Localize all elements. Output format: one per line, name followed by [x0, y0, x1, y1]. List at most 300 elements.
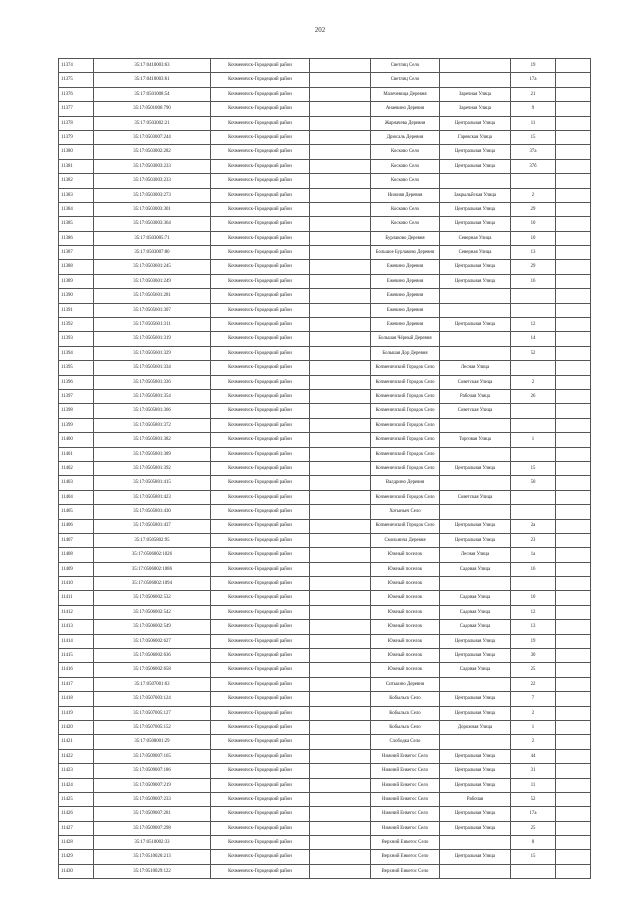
- cadastral-code-cell: 35:17:0505801:423: [94, 490, 211, 504]
- district-cell: Кочменичск-Городецкий район: [211, 735, 310, 749]
- street-cell: Лесная Улица: [440, 361, 511, 375]
- empty-cell: [310, 447, 371, 461]
- house-number-cell: 8: [511, 836, 556, 850]
- empty-cell: [310, 836, 371, 850]
- settlement-cell: Ежевино Деревня: [371, 318, 440, 332]
- empty-cell: [556, 677, 591, 691]
- empty-cell: [556, 375, 591, 389]
- empty-cell: [310, 749, 371, 763]
- district-cell: Кочменичск-Городецкий район: [211, 605, 310, 619]
- house-number-cell: 11: [511, 778, 556, 792]
- row-number-cell: 11409: [59, 562, 94, 576]
- settlement-cell: Южный поселок: [371, 577, 440, 591]
- empty-cell: [556, 720, 591, 734]
- settlement-cell: Большая Чёрный Деревня: [371, 332, 440, 346]
- row-number-cell: 11416: [59, 663, 94, 677]
- cadastral-code-cell: 35:17:0505801:366: [94, 404, 211, 418]
- empty-cell: [310, 649, 371, 663]
- cadastral-code-cell: 35:17:0510029:122: [94, 864, 211, 878]
- empty-cell: [310, 87, 371, 101]
- district-cell: Кочменичск-Городецкий район: [211, 289, 310, 303]
- table-row: [59, 778, 591, 792]
- house-number-cell: [511, 577, 556, 591]
- table-row: [59, 303, 591, 317]
- district-cell: Кочменичск-Городецкий район: [211, 404, 310, 418]
- table-row: [59, 505, 591, 519]
- street-cell: [440, 505, 511, 519]
- row-number-cell: 11405: [59, 505, 94, 519]
- empty-cell: [556, 476, 591, 490]
- cadastral-code-cell: 35:17:0505601:329: [94, 346, 211, 360]
- street-cell: Северная Улица: [440, 246, 511, 260]
- street-cell: [440, 303, 511, 317]
- empty-cell: [556, 346, 591, 360]
- settlement-cell: Валдрино Деревня: [371, 476, 440, 490]
- district-cell: Кочменичск-Городецкий район: [211, 274, 310, 288]
- house-number-cell: 10: [511, 217, 556, 231]
- row-number-cell: 11406: [59, 519, 94, 533]
- empty-cell: [310, 778, 371, 792]
- empty-cell: [310, 346, 371, 360]
- settlement-cell: Ежевино Деревня: [371, 274, 440, 288]
- street-cell: Садовая Улица: [440, 562, 511, 576]
- district-cell: Кочменичск-Городецкий район: [211, 246, 310, 260]
- street-cell: Центральная Улица: [440, 519, 511, 533]
- empty-cell: [556, 361, 591, 375]
- settlement-cell: Южный поселок: [371, 605, 440, 619]
- table-row: [59, 749, 591, 763]
- street-cell: Центральная Улица: [440, 649, 511, 663]
- settlement-cell: Большая Дор Деревня: [371, 346, 440, 360]
- cadastral-code-cell: 35:17:0506002:542: [94, 605, 211, 619]
- table-row: [59, 677, 591, 691]
- street-cell: [440, 346, 511, 360]
- district-cell: Кочменичск-Городецкий район: [211, 159, 310, 173]
- empty-cell: [556, 821, 591, 835]
- row-number-cell: 11388: [59, 260, 94, 274]
- empty-cell: [556, 433, 591, 447]
- table-row: [59, 476, 591, 490]
- row-number-cell: 11429: [59, 850, 94, 864]
- district-cell: Кочменичск-Городецкий район: [211, 591, 310, 605]
- empty-cell: [556, 246, 591, 260]
- house-number-cell: 29: [511, 202, 556, 216]
- settlement-cell: Косково Село: [371, 159, 440, 173]
- table-row: [59, 634, 591, 648]
- table-row: [59, 864, 591, 878]
- settlement-cell: Малечевица Деревня: [371, 87, 440, 101]
- cadastral-code-cell: 35:17:0505801:354: [94, 389, 211, 403]
- district-cell: Кочменичск-Городецкий район: [211, 260, 310, 274]
- street-cell: Центральная Улица: [440, 318, 511, 332]
- settlement-cell: Кочменичский Городок Село: [371, 418, 440, 432]
- settlement-cell: Верхний Енкегос Село: [371, 836, 440, 850]
- cadastral-code-cell: 35:17:0505801:382: [94, 433, 211, 447]
- street-cell: Центральная Улица: [440, 202, 511, 216]
- empty-cell: [556, 663, 591, 677]
- empty-cell: [556, 692, 591, 706]
- empty-cell: [556, 87, 591, 101]
- street-cell: Центральная Улица: [440, 749, 511, 763]
- empty-cell: [310, 217, 371, 231]
- row-number-cell: 11402: [59, 461, 94, 475]
- cadastral-code-cell: 35:17:0509007:281: [94, 807, 211, 821]
- empty-cell: [310, 159, 371, 173]
- empty-cell: [310, 260, 371, 274]
- cadastral-code-cell: 35:17:0509007:298: [94, 821, 211, 835]
- settlement-cell: Верхний Енкегос Село: [371, 864, 440, 878]
- row-number-cell: 11387: [59, 246, 94, 260]
- district-cell: Кочменичск-Городецкий район: [211, 649, 310, 663]
- house-number-cell: 17а: [511, 73, 556, 87]
- row-number-cell: 11412: [59, 605, 94, 619]
- cadastral-code-cell: 35:17:0505601:319: [94, 332, 211, 346]
- district-cell: Кочменичск-Городецкий район: [211, 433, 310, 447]
- cadastral-code-cell: 35:17:0503003:273: [94, 188, 211, 202]
- settlement-cell: Жарначева Деревня: [371, 116, 440, 130]
- street-cell: Центральная Улица: [440, 116, 511, 130]
- district-cell: Кочменичск-Городецкий район: [211, 577, 310, 591]
- house-number-cell: 9: [511, 102, 556, 116]
- row-number-cell: 11408: [59, 548, 94, 562]
- row-number-cell: 11394: [59, 346, 94, 360]
- street-cell: Советская Улица: [440, 404, 511, 418]
- row-number-cell: 11420: [59, 720, 94, 734]
- street-cell: Садовая Улица: [440, 620, 511, 634]
- settlement-cell: Косково Село: [371, 202, 440, 216]
- empty-cell: [310, 735, 371, 749]
- house-number-cell: 21: [511, 87, 556, 101]
- empty-cell: [556, 289, 591, 303]
- empty-cell: [310, 533, 371, 547]
- cadastral-code-cell: 35:17:0503007:244: [94, 130, 211, 144]
- street-cell: Садовая Улица: [440, 663, 511, 677]
- empty-cell: [556, 217, 591, 231]
- empty-cell: [310, 433, 371, 447]
- district-cell: Кочменичск-Городецкий район: [211, 821, 310, 835]
- row-number-cell: 11430: [59, 864, 94, 878]
- district-cell: Кочменичск-Городецкий район: [211, 519, 310, 533]
- empty-cell: [556, 404, 591, 418]
- table-row: [59, 188, 591, 202]
- page-number: 202: [314, 26, 326, 34]
- settlement-cell: Южный поселок: [371, 620, 440, 634]
- cadastral-code-cell: 35:17:0503007:80: [94, 246, 211, 260]
- empty-cell: [310, 591, 371, 605]
- row-number-cell: 11421: [59, 735, 94, 749]
- street-cell: Центральная Улица: [440, 217, 511, 231]
- settlement-cell: Южный поселок: [371, 548, 440, 562]
- empty-cell: [556, 188, 591, 202]
- row-number-cell: 11417: [59, 677, 94, 691]
- street-cell: [440, 836, 511, 850]
- empty-cell: [556, 864, 591, 878]
- row-number-cell: 11401: [59, 447, 94, 461]
- street-cell: Центральная Улица: [440, 764, 511, 778]
- row-number-cell: 11424: [59, 778, 94, 792]
- table-row: [59, 533, 591, 547]
- street-cell: Центральная Улица: [440, 850, 511, 864]
- table-row: [59, 346, 591, 360]
- house-number-cell: 30: [511, 649, 556, 663]
- street-cell: Лесная Улица: [440, 548, 511, 562]
- street-cell: Заречная Улица: [440, 87, 511, 101]
- district-cell: Кочменичск-Городецкий район: [211, 73, 310, 87]
- empty-cell: [310, 461, 371, 475]
- cadastral-code-cell: 35:17:0510002:33: [94, 836, 211, 850]
- empty-cell: [556, 130, 591, 144]
- row-number-cell: 11395: [59, 361, 94, 375]
- settlement-cell: Верхний Енкегос Село: [371, 850, 440, 864]
- street-cell: [440, 59, 511, 73]
- cadastral-code-cell: 35:17:0506002:549: [94, 620, 211, 634]
- district-cell: Кочменичск-Городецкий район: [211, 375, 310, 389]
- settlement-cell: Нижний Енкегос Село: [371, 749, 440, 763]
- street-cell: [440, 289, 511, 303]
- empty-cell: [310, 274, 371, 288]
- row-number-cell: 11378: [59, 116, 94, 130]
- district-cell: Кочменичск-Городецкий район: [211, 447, 310, 461]
- settlement-cell: Светлиц Село: [371, 73, 440, 87]
- row-number-cell: 11392: [59, 318, 94, 332]
- empty-cell: [556, 303, 591, 317]
- street-cell: Центральная Улица: [440, 274, 511, 288]
- table-row: [59, 735, 591, 749]
- cadastral-code-cell: 35:17:0508001:29: [94, 735, 211, 749]
- row-number-cell: 11390: [59, 289, 94, 303]
- row-number-cell: 11404: [59, 490, 94, 504]
- cadastral-code-cell: 35:17:0506002:636: [94, 649, 211, 663]
- house-number-cell: 44: [511, 749, 556, 763]
- table-row: [59, 447, 591, 461]
- cadastral-code-cell: 35:17:0503601:249: [94, 274, 211, 288]
- house-number-cell: 16: [511, 274, 556, 288]
- cadastral-code-cell: 35:17:0510026:213: [94, 850, 211, 864]
- cadastral-code-cell: 35:17:0410003:63: [94, 59, 211, 73]
- settlement-cell: Кобыльск Село: [371, 692, 440, 706]
- house-number-cell: 15: [511, 850, 556, 864]
- row-number-cell: 11391: [59, 303, 94, 317]
- empty-cell: [310, 289, 371, 303]
- house-number-cell: 19: [511, 59, 556, 73]
- empty-cell: [310, 807, 371, 821]
- empty-cell: [556, 519, 591, 533]
- street-cell: Центральная Улица: [440, 706, 511, 720]
- table-row: [59, 145, 591, 159]
- street-cell: Центральная Улица: [440, 260, 511, 274]
- table-row: [59, 231, 591, 245]
- cadastral-code-cell: 35:17:0503601:245: [94, 260, 211, 274]
- empty-cell: [556, 764, 591, 778]
- settlement-cell: Южный поселок: [371, 634, 440, 648]
- table-row: [59, 289, 591, 303]
- settlement-cell: Нижний Енкегос Село: [371, 807, 440, 821]
- empty-cell: [310, 677, 371, 691]
- empty-cell: [310, 145, 371, 159]
- house-number-cell: 16: [511, 562, 556, 576]
- settlement-cell: Ежевино Деревня: [371, 303, 440, 317]
- settlement-cell: Кочменичский Городок Село: [371, 490, 440, 504]
- empty-cell: [310, 548, 371, 562]
- street-cell: Гаревская Улица: [440, 130, 511, 144]
- cadastral-code-cell: 35:17:0503002:282: [94, 145, 211, 159]
- settlement-cell: Ситькино Деревня: [371, 677, 440, 691]
- empty-cell: [310, 864, 371, 878]
- district-cell: Кочменичск-Городецкий район: [211, 174, 310, 188]
- cadastral-code-cell: 35:17:0505801:389: [94, 447, 211, 461]
- settlement-cell: Кочменичский Городок Село: [371, 404, 440, 418]
- district-cell: Кочменичск-Городецкий район: [211, 620, 310, 634]
- house-number-cell: 15: [511, 130, 556, 144]
- empty-cell: [310, 73, 371, 87]
- house-number-cell: [511, 404, 556, 418]
- table-row: [59, 130, 591, 144]
- settlement-cell: Кочменичский Городок Село: [371, 447, 440, 461]
- row-number-cell: 11399: [59, 418, 94, 432]
- street-cell: [440, 677, 511, 691]
- house-number-cell: 50: [511, 476, 556, 490]
- table-row: [59, 318, 591, 332]
- empty-cell: [556, 836, 591, 850]
- house-number-cell: 12: [511, 605, 556, 619]
- row-number-cell: 11419: [59, 706, 94, 720]
- settlement-cell: Косково Село: [371, 217, 440, 231]
- table-row: [59, 807, 591, 821]
- empty-cell: [556, 562, 591, 576]
- settlement-cell: Косково Село: [371, 145, 440, 159]
- empty-cell: [556, 274, 591, 288]
- settlement-cell: Ежевино Деревня: [371, 260, 440, 274]
- street-cell: [440, 735, 511, 749]
- district-cell: Кочменичск-Городецкий район: [211, 490, 310, 504]
- settlement-cell: Кобыльск Село: [371, 720, 440, 734]
- empty-cell: [556, 605, 591, 619]
- table-row: [59, 577, 591, 591]
- house-number-cell: 2: [511, 188, 556, 202]
- district-cell: Кочменичск-Городецкий район: [211, 663, 310, 677]
- street-cell: [440, 73, 511, 87]
- table-row: [59, 591, 591, 605]
- district-cell: Кочменичск-Городецкий район: [211, 706, 310, 720]
- table-row: [59, 217, 591, 231]
- empty-cell: [310, 505, 371, 519]
- settlement-cell: Кочменичский Городок Село: [371, 375, 440, 389]
- district-cell: Кочменичск-Городецкий район: [211, 332, 310, 346]
- empty-cell: [556, 260, 591, 274]
- table-row: [59, 720, 591, 734]
- table-row: [59, 332, 591, 346]
- district-cell: Кочменичск-Городецкий район: [211, 461, 310, 475]
- street-cell: Советская Улица: [440, 375, 511, 389]
- cadastral-code-cell: 35:17:0505802:95: [94, 533, 211, 547]
- cadastral-code-cell: 35:17:0507005:152: [94, 720, 211, 734]
- table-row: [59, 605, 591, 619]
- settlement-cell: Слободка Село: [371, 735, 440, 749]
- settlement-cell: Кочменичский Городок Село: [371, 461, 440, 475]
- settlement-cell: Смольнича Деревня: [371, 533, 440, 547]
- district-cell: Кочменичск-Городецкий район: [211, 692, 310, 706]
- cadastral-code-cell: 35:17:0505601:311: [94, 318, 211, 332]
- empty-cell: [310, 188, 371, 202]
- street-cell: Центральная Улица: [440, 778, 511, 792]
- empty-cell: [556, 332, 591, 346]
- house-number-cell: 2: [511, 735, 556, 749]
- district-cell: Кочменичск-Городецкий район: [211, 361, 310, 375]
- empty-cell: [556, 591, 591, 605]
- row-number-cell: 11381: [59, 159, 94, 173]
- table-row: [59, 404, 591, 418]
- district-cell: Кочменичск-Городецкий район: [211, 533, 310, 547]
- district-cell: Кочменичск-Городецкий район: [211, 389, 310, 403]
- empty-cell: [556, 59, 591, 73]
- house-number-cell: 37б: [511, 159, 556, 173]
- row-number-cell: 11422: [59, 749, 94, 763]
- street-cell: Советская Улица: [440, 490, 511, 504]
- empty-cell: [310, 620, 371, 634]
- empty-cell: [556, 807, 591, 821]
- row-number-cell: 11414: [59, 634, 94, 648]
- settlement-cell: Хотыньеч Село: [371, 505, 440, 519]
- row-number-cell: 11385: [59, 217, 94, 231]
- district-cell: Кочменичск-Городецкий район: [211, 562, 310, 576]
- table-row: [59, 59, 591, 73]
- row-number-cell: 11398: [59, 404, 94, 418]
- settlement-cell: Косково Село: [371, 174, 440, 188]
- cadastral-code-cell: 35:17:0507003:124: [94, 692, 211, 706]
- empty-cell: [556, 505, 591, 519]
- table-row: [59, 389, 591, 403]
- row-number-cell: 11393: [59, 332, 94, 346]
- house-number-cell: 22: [511, 677, 556, 691]
- house-number-cell: 17а: [511, 807, 556, 821]
- settlement-cell: Светлиц Село: [371, 59, 440, 73]
- district-cell: Кочменичск-Городецкий район: [211, 764, 310, 778]
- empty-cell: [310, 418, 371, 432]
- street-cell: Рабочая: [440, 792, 511, 806]
- empty-cell: [310, 116, 371, 130]
- row-number-cell: 11380: [59, 145, 94, 159]
- table-row: [59, 102, 591, 116]
- empty-cell: [310, 490, 371, 504]
- table-row: [59, 490, 591, 504]
- table-row: [59, 433, 591, 447]
- settlement-cell: Кочменичский Городок Село: [371, 389, 440, 403]
- house-number-cell: [511, 174, 556, 188]
- settlement-cell: Нижний Енкегос Село: [371, 764, 440, 778]
- settlement-cell: Кочменичский Городок Село: [371, 361, 440, 375]
- district-cell: Кочменичск-Городецкий район: [211, 130, 310, 144]
- district-cell: Кочменичск-Городецкий район: [211, 850, 310, 864]
- table-row: [59, 73, 591, 87]
- table-row: [59, 461, 591, 475]
- row-number-cell: 11382: [59, 174, 94, 188]
- house-number-cell: 13: [511, 620, 556, 634]
- house-number-cell: 25: [511, 821, 556, 835]
- empty-cell: [556, 102, 591, 116]
- empty-cell: [310, 850, 371, 864]
- settlement-cell: Бурлаково Деревня: [371, 231, 440, 245]
- cadastral-code-cell: 35:17:0506002:1026: [94, 548, 211, 562]
- table-row: [59, 548, 591, 562]
- district-cell: Кочменичск-Городецкий район: [211, 188, 310, 202]
- empty-cell: [310, 792, 371, 806]
- empty-cell: [556, 389, 591, 403]
- settlement-cell: Южный поселок: [371, 591, 440, 605]
- empty-cell: [556, 706, 591, 720]
- street-cell: Центральная Улица: [440, 821, 511, 835]
- table-row: [59, 174, 591, 188]
- cadastral-code-cell: 35:17:0506002:1094: [94, 577, 211, 591]
